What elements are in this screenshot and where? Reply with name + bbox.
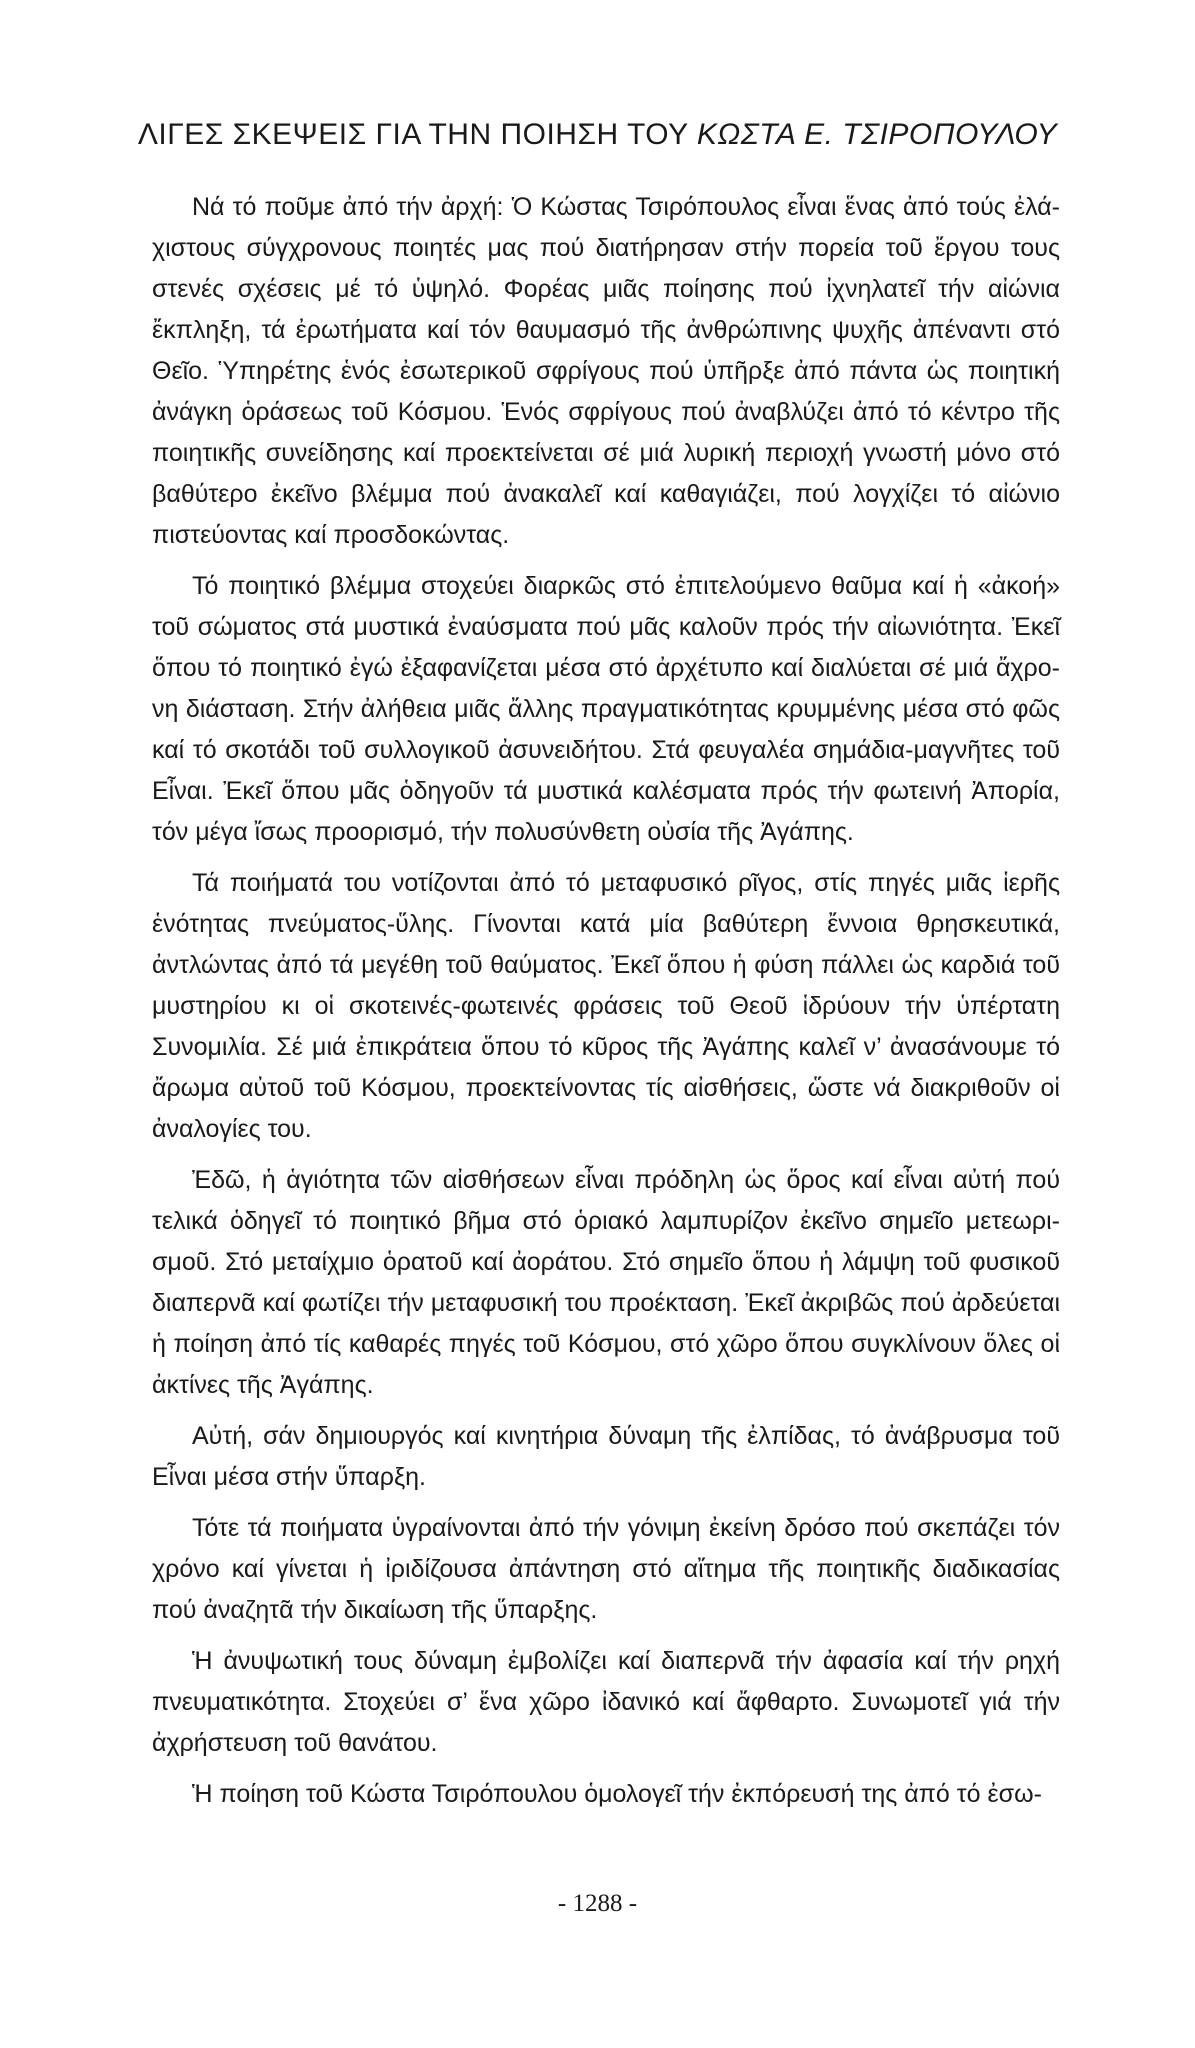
- paragraph-7: Ἡ ἀνυψωτική τους δύναμη ἐμβολίζει καί διαπερνᾶ τήν ἀφασία καί τήν ρηχή πνευματικότητα. Στοχεύει σ’ ἕνα χῶρο ἰδανικό καί ἄφθαρτο. Συνωμοτεῖ γιά τήν ἀχρήστευση τοῦ θανάτου.: [152, 1647, 1060, 1757]
- title-prefix: ΛΙΓΕΣ ΣΚΕΨΕΙΣ ΓΙΑ ΤΗΝ ΠΟΙΗΣΗ ΤΟΥ: [137, 118, 697, 151]
- paragraph-2: Τό ποιητικό βλέμμα στοχεύει διαρκῶς στό ἐπιτελούμενο θαῦμα καί ἡ «ἀκοή» τοῦ σώματος στά μυστικά ἐναύσματα πού μᾶς καλοῦν πρός τήν αἰωνιότητα. Ἐκεῖ ὅπου τό ποιητικό ἐγώ ἐξαφανίζεται μέσα στό ἀρχέτυπο καί διαλύεται σέ μιά ἄχρονη διάσταση. Στήν ἀλήθεια μιᾶς ἄλλης πραγματικότητας κρυμμένης μέσα στό φῶς καί τό σκοτάδι τοῦ συλλογικοῦ ἀσυνειδήτου. Στά φευγαλέα σημάδια-μαγνῆτες τοῦ Εἶναι. Ἐκεῖ ὅπου μᾶς ὁδηγοῦν τά μυστικά καλέσματα πρός τήν φωτεινή Ἀπορία, τόν μέγα ἴσως προορισμό, τήν πολυσύνθετη οὐσία τῆς Ἀγάπης.: [152, 572, 1060, 846]
- page-number: - 1288 -: [557, 1890, 638, 1917]
- paragraph-1: Νά τό ποῦμε ἀπό τήν ἀρχή: Ὁ Κώστας Τσιρόπουλος εἶναι ἕνας ἀπό τούς ἐλάχιστους σύγχρονους ποιητές μας πού διατήρησαν στήν πορεία τοῦ ἔργου τους στενές σχέσεις μέ τό ὑψηλό. Φορέας μιᾶς ποίησης πού ἰχνηλατεῖ τήν αἰώνια ἔκπληξη, τά ἐρωτήματα καί τόν θαυμασμό τῆς ἀνθρώπινης ψυχῆς ἀπέναντι στό Θεῖο. Ὑπηρέτης ἑνός ἐσωτερικοῦ σφρίγους πού ὑπῆρξε ἀπό πάντα ὡς ποιητική ἀνάγκη ὁράσεως τοῦ Κόσμου. Ἑνός σφρίγους πού ἀναβλύζει ἀπό τό κέντρο τῆς ποιητικῆς συνείδησης καί προεκτείνεται σέ μιά λυρική περιοχή γνωστή μόνο στό βαθύτερο ἐκεῖνο βλέμμα πού ἀνακαλεῖ καί καθαγιάζει, πού λογχίζει τό αἰώνιο πιστεύοντας καί προσδοκώντας.: [152, 193, 1060, 549]
- page-title: [0, 118, 1195, 152]
- paragraph-5: Αὐτή, σάν δημιουργός καί κινητήρια δύναμη τῆς ἐλπίδας, τό ἀνάβρυσμα τοῦ Εἶναι μέσα στήν ὕπαρξη.: [152, 1422, 1060, 1491]
- paragraph-8: Ἡ ποίηση τοῦ Κώστα Τσιρόπουλου ὁμολογεῖ τήν ἐκπόρευσή της ἀπό τό ἐσω-: [192, 1780, 1042, 1808]
- article-body: [152, 187, 1060, 1825]
- paragraph-3: Τά ποιήματά του νοτίζονται ἀπό τό μεταφυσικό ρῖγος, στίς πηγές μιᾶς ἱερῆς ἑνότητας πνεύματος-ὕλης. Γίνονται κατά μία βαθύτερη ἔννοια θρησκευτικά, ἀντλώντας ἀπό τά μεγέθη τοῦ θαύματος. Ἐκεῖ ὅπου ἡ φύση πάλλει ὡς καρδιά τοῦ μυστηρίου κι οἱ σκοτεινές-φωτεινές φράσεις τοῦ Θεοῦ ἱδρύουν τήν ὑπέρτατη Συνομιλία. Σέ μιά ἐπικράτεια ὅπου τό κῦρος τῆς Ἀγάπης καλεῖ ν’ ἀνασάνουμε τό ἄρωμα αὐτοῦ τοῦ Κόσμου, προεκτείνοντας τίς αἰσθήσεις, ὥστε νά διακριθοῦν οἱ ἀναλογίες του.: [152, 869, 1060, 1143]
- paragraph-6: Τότε τά ποιήματα ὑγραίνονται ἀπό τήν γόνιμη ἐκείνη δρόσο πού σκεπάζει τόν χρόνο καί γίνεται ἡ ἰριδίζουσα ἀπάντηση στό αἴτημα τῆς ποιητικῆς διαδικασίας πού ἀναζητᾶ τήν δικαίωση τῆς ὕπαρξης.: [152, 1514, 1060, 1624]
- paragraph-4: Ἐδῶ, ἡ ἁγιότητα τῶν αἰσθήσεων εἶναι πρόδηλη ὡς ὅρος καί εἶναι αὐτή πού τελικά ὁδηγεῖ τό ποιητικό βῆμα στό ὁριακό λαμπυρίζον ἐκεῖνο σημεῖο μετεωρισμοῦ. Στό μεταίχμιο ὁρατοῦ καί ἀοράτου. Στό σημεῖο ὅπου ἡ λάμψη τοῦ φυσικοῦ διαπερνᾶ καί φωτίζει τήν μεταφυσική του προέκταση. Ἐκεῖ ἀκριβῶς πού ἀρδεύεται ἡ ποίηση ἀπό τίς καθαρές πηγές τοῦ Κόσμου, στό χῶρο ὅπου συγκλίνουν ὅλες οἱ ἀκτίνες τῆς Ἀγάπης.: [152, 1166, 1060, 1399]
- title-author: ΚΩΣΤΑ Ε. ΤΣΙΡΟΠΟΥΛΟΥ: [696, 118, 1058, 151]
